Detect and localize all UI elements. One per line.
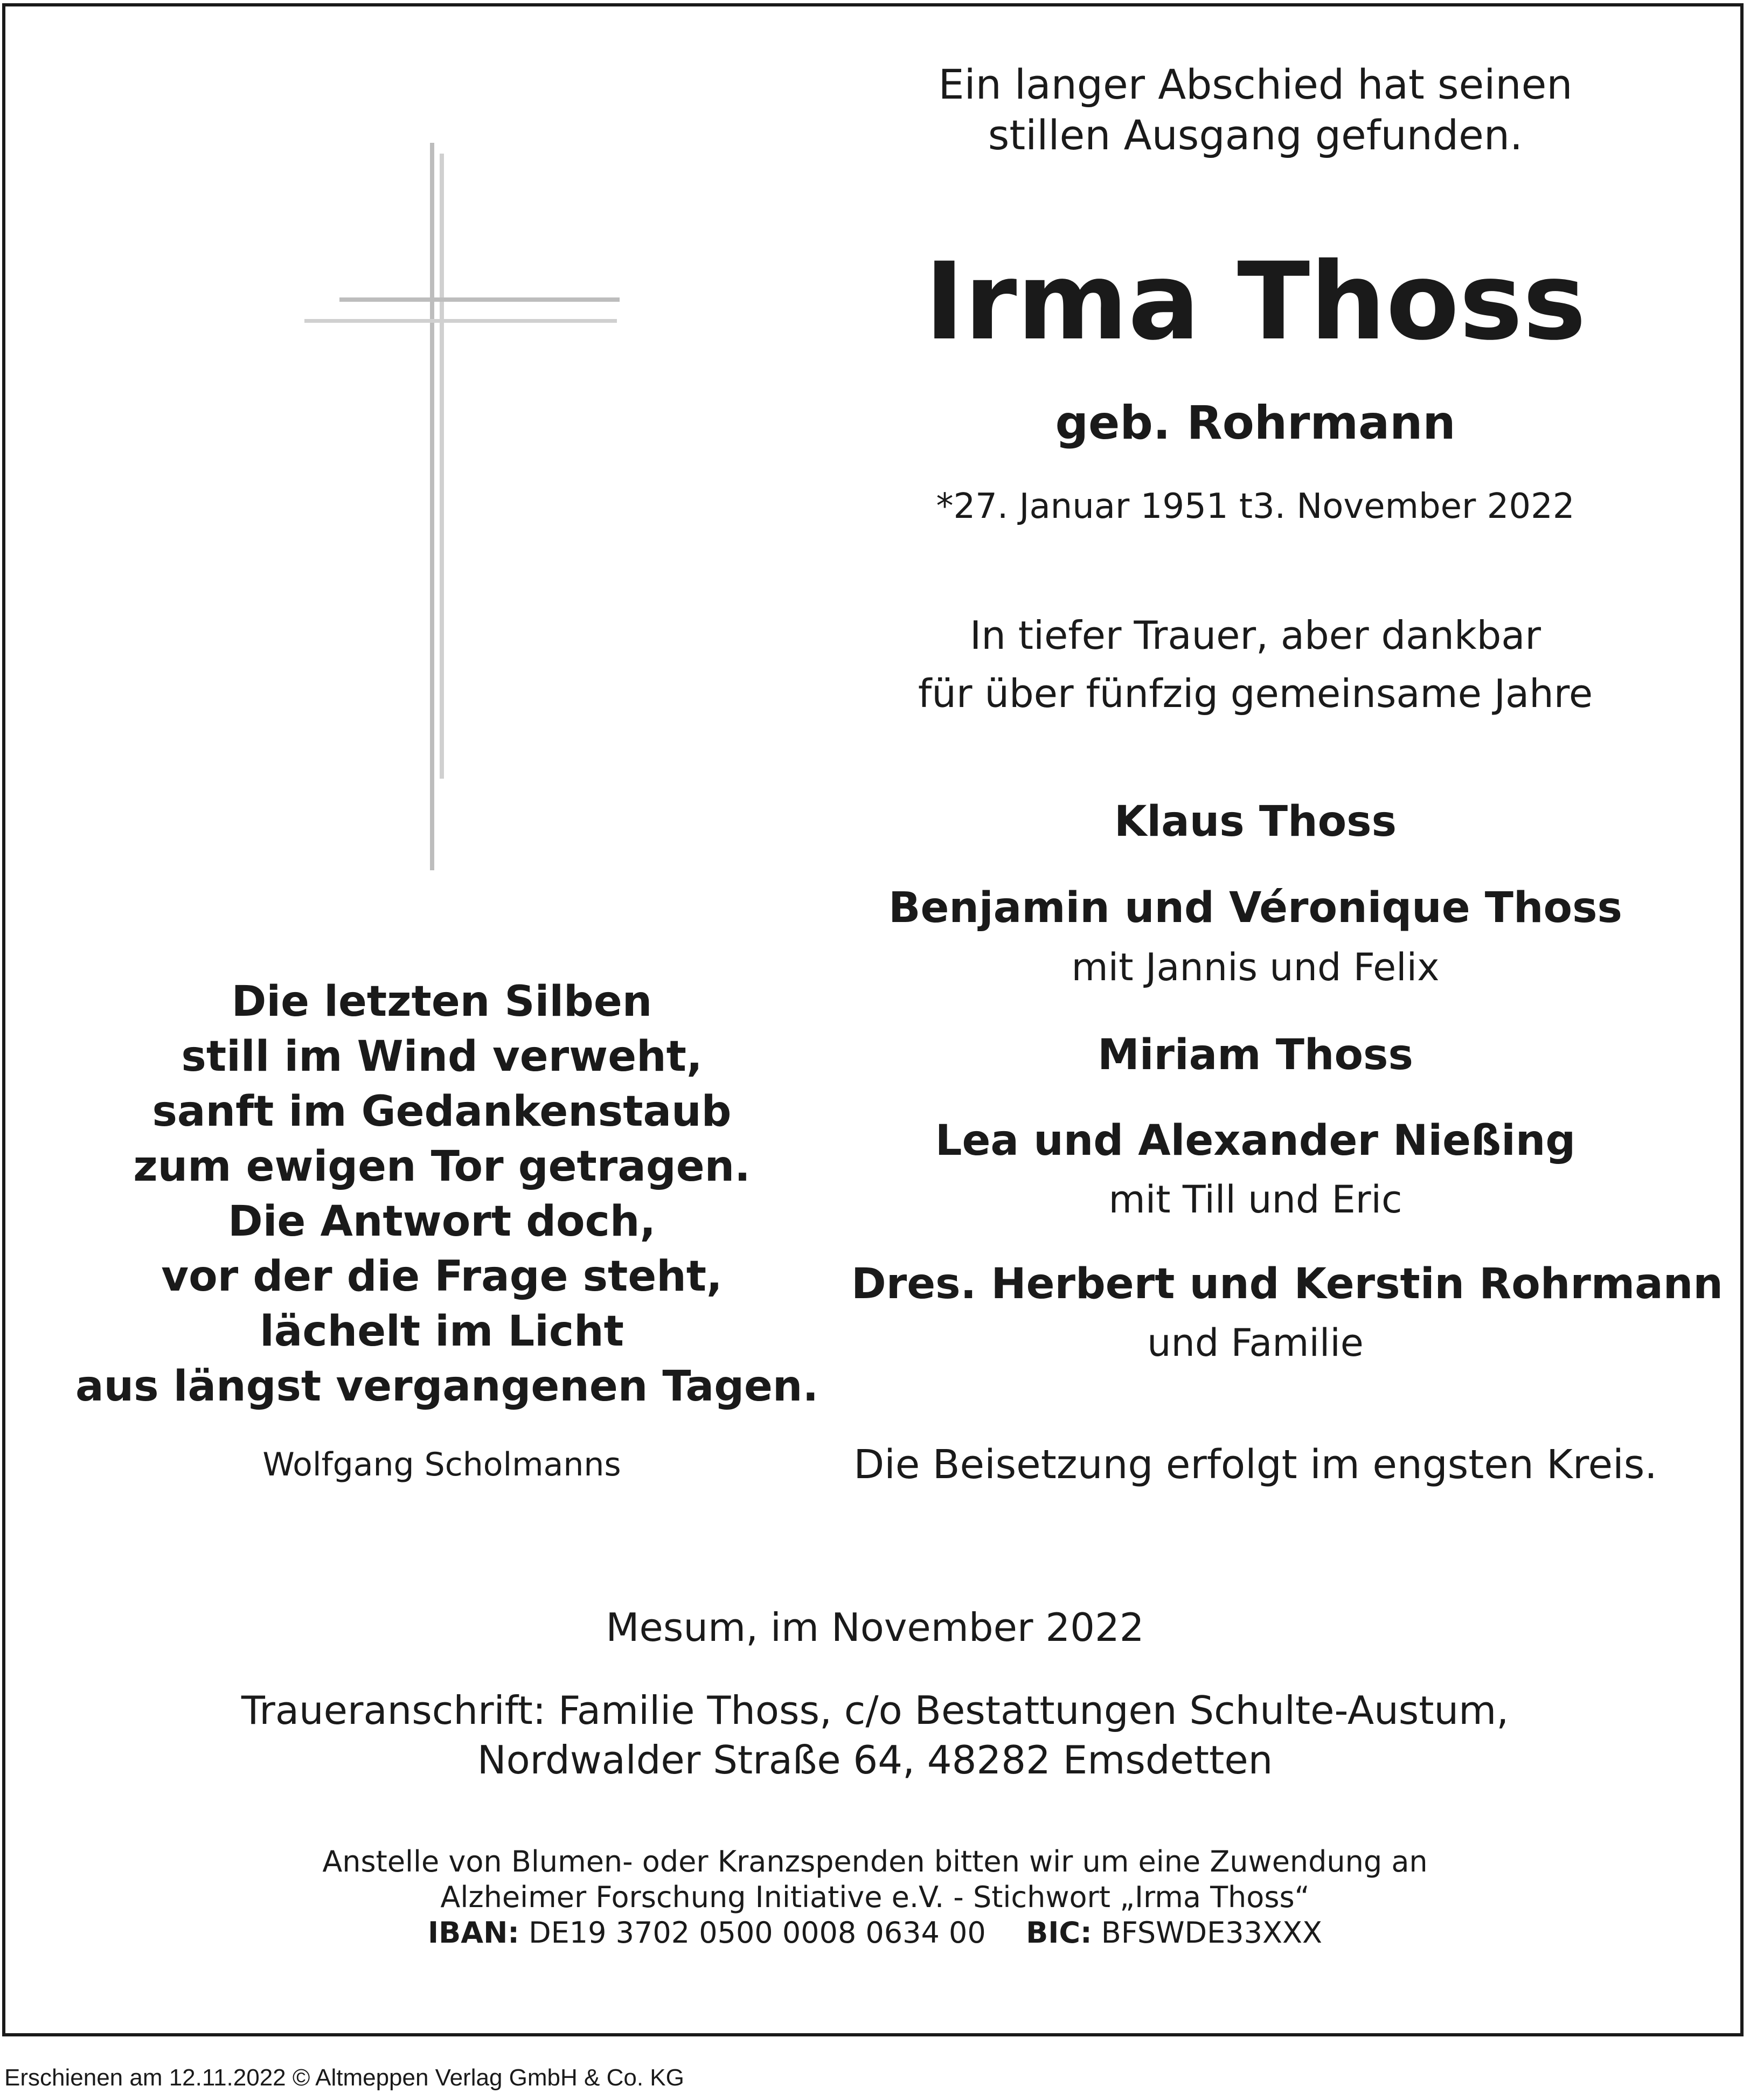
- mourner-sub: mit Till und Eric: [1108, 1177, 1402, 1222]
- mourner-name: Klaus Thoss: [1114, 798, 1397, 846]
- mourner-name: Dres. Herbert und Kerstin Rohrmann: [851, 1260, 1723, 1308]
- donation-request: [0, 1844, 1750, 1951]
- opening-line-2: stillen Ausgang gefunden.: [988, 111, 1523, 159]
- poem-line: still im Wind verweht,: [181, 1032, 703, 1081]
- opening-quote: [851, 59, 1659, 161]
- mourner-sub: mit Jannis und Felix: [1071, 945, 1440, 989]
- mourner-name: Lea und Alexander Nießing: [935, 1117, 1576, 1165]
- address-line-1: Traueranschrift: Familie Thoss, c/o Bestattungen Schulte-Austum,: [241, 1688, 1509, 1733]
- poem: [75, 974, 819, 1414]
- donation-line-2: Alzheimer Forschung Initiative e.V. - Stichwort „Irma Thoss“: [440, 1880, 1310, 1914]
- life-dates: *27. Januar 1951 t3. November 2022: [936, 487, 1575, 526]
- poem-line: lächelt im Licht: [260, 1307, 624, 1356]
- mourning-address: [0, 1686, 1750, 1785]
- opening-line-1: Ein langer Abschied hat seinen: [938, 60, 1573, 108]
- bic-label: BIC:: [1026, 1916, 1092, 1950]
- burial-note: Die Beisetzung erfolgt im engsten Kreis.: [853, 1441, 1657, 1488]
- poem-line: zum ewigen Tor getragen.: [133, 1142, 751, 1191]
- poem-author: Wolfgang Scholmanns: [262, 1446, 621, 1484]
- cross-icon: [296, 143, 641, 876]
- born-name: geb. Rohrmann: [1055, 396, 1456, 450]
- mourner-sub: und Familie: [1147, 1321, 1364, 1365]
- publication-footer: Erschienen am 12.11.2022 © Altmeppen Verlag GmbH & Co. KG: [4, 2064, 684, 2091]
- poem-line: Die letzten Silben: [231, 978, 652, 1026]
- address-line-2: Nordwalder Straße 64, 48282 Emsdetten: [477, 1737, 1273, 1783]
- grief-statement: [851, 606, 1659, 723]
- mourner-name: Benjamin und Véronique Thoss: [888, 884, 1622, 932]
- iban-label: IBAN:: [428, 1916, 519, 1950]
- mourner-name: Miriam Thoss: [1098, 1031, 1413, 1079]
- iban-value: DE19 3702 0500 0008 0634 00: [529, 1916, 986, 1950]
- donation-line-1: Anstelle von Blumen- oder Kranzspenden bitten wir um eine Zuwendung an: [322, 1845, 1428, 1879]
- grief-line-2: für über fünfzig gemeinsame Jahre: [918, 671, 1593, 716]
- grief-line-1: In tiefer Trauer, aber dankbar: [969, 613, 1541, 658]
- deceased-name: Irma Thoss: [925, 239, 1586, 364]
- bic-value: BFSWDE33XXX: [1101, 1916, 1322, 1950]
- poem-line: vor der die Frage steht,: [161, 1252, 723, 1301]
- place-date: Mesum, im November 2022: [606, 1605, 1144, 1650]
- bank-details: [0, 1915, 1750, 1951]
- poem-line: aus längst vergangenen Tagen.: [75, 1362, 819, 1411]
- poem-line: sanft im Gedankenstaub: [152, 1087, 732, 1136]
- poem-line: Die Antwort doch,: [227, 1197, 656, 1246]
